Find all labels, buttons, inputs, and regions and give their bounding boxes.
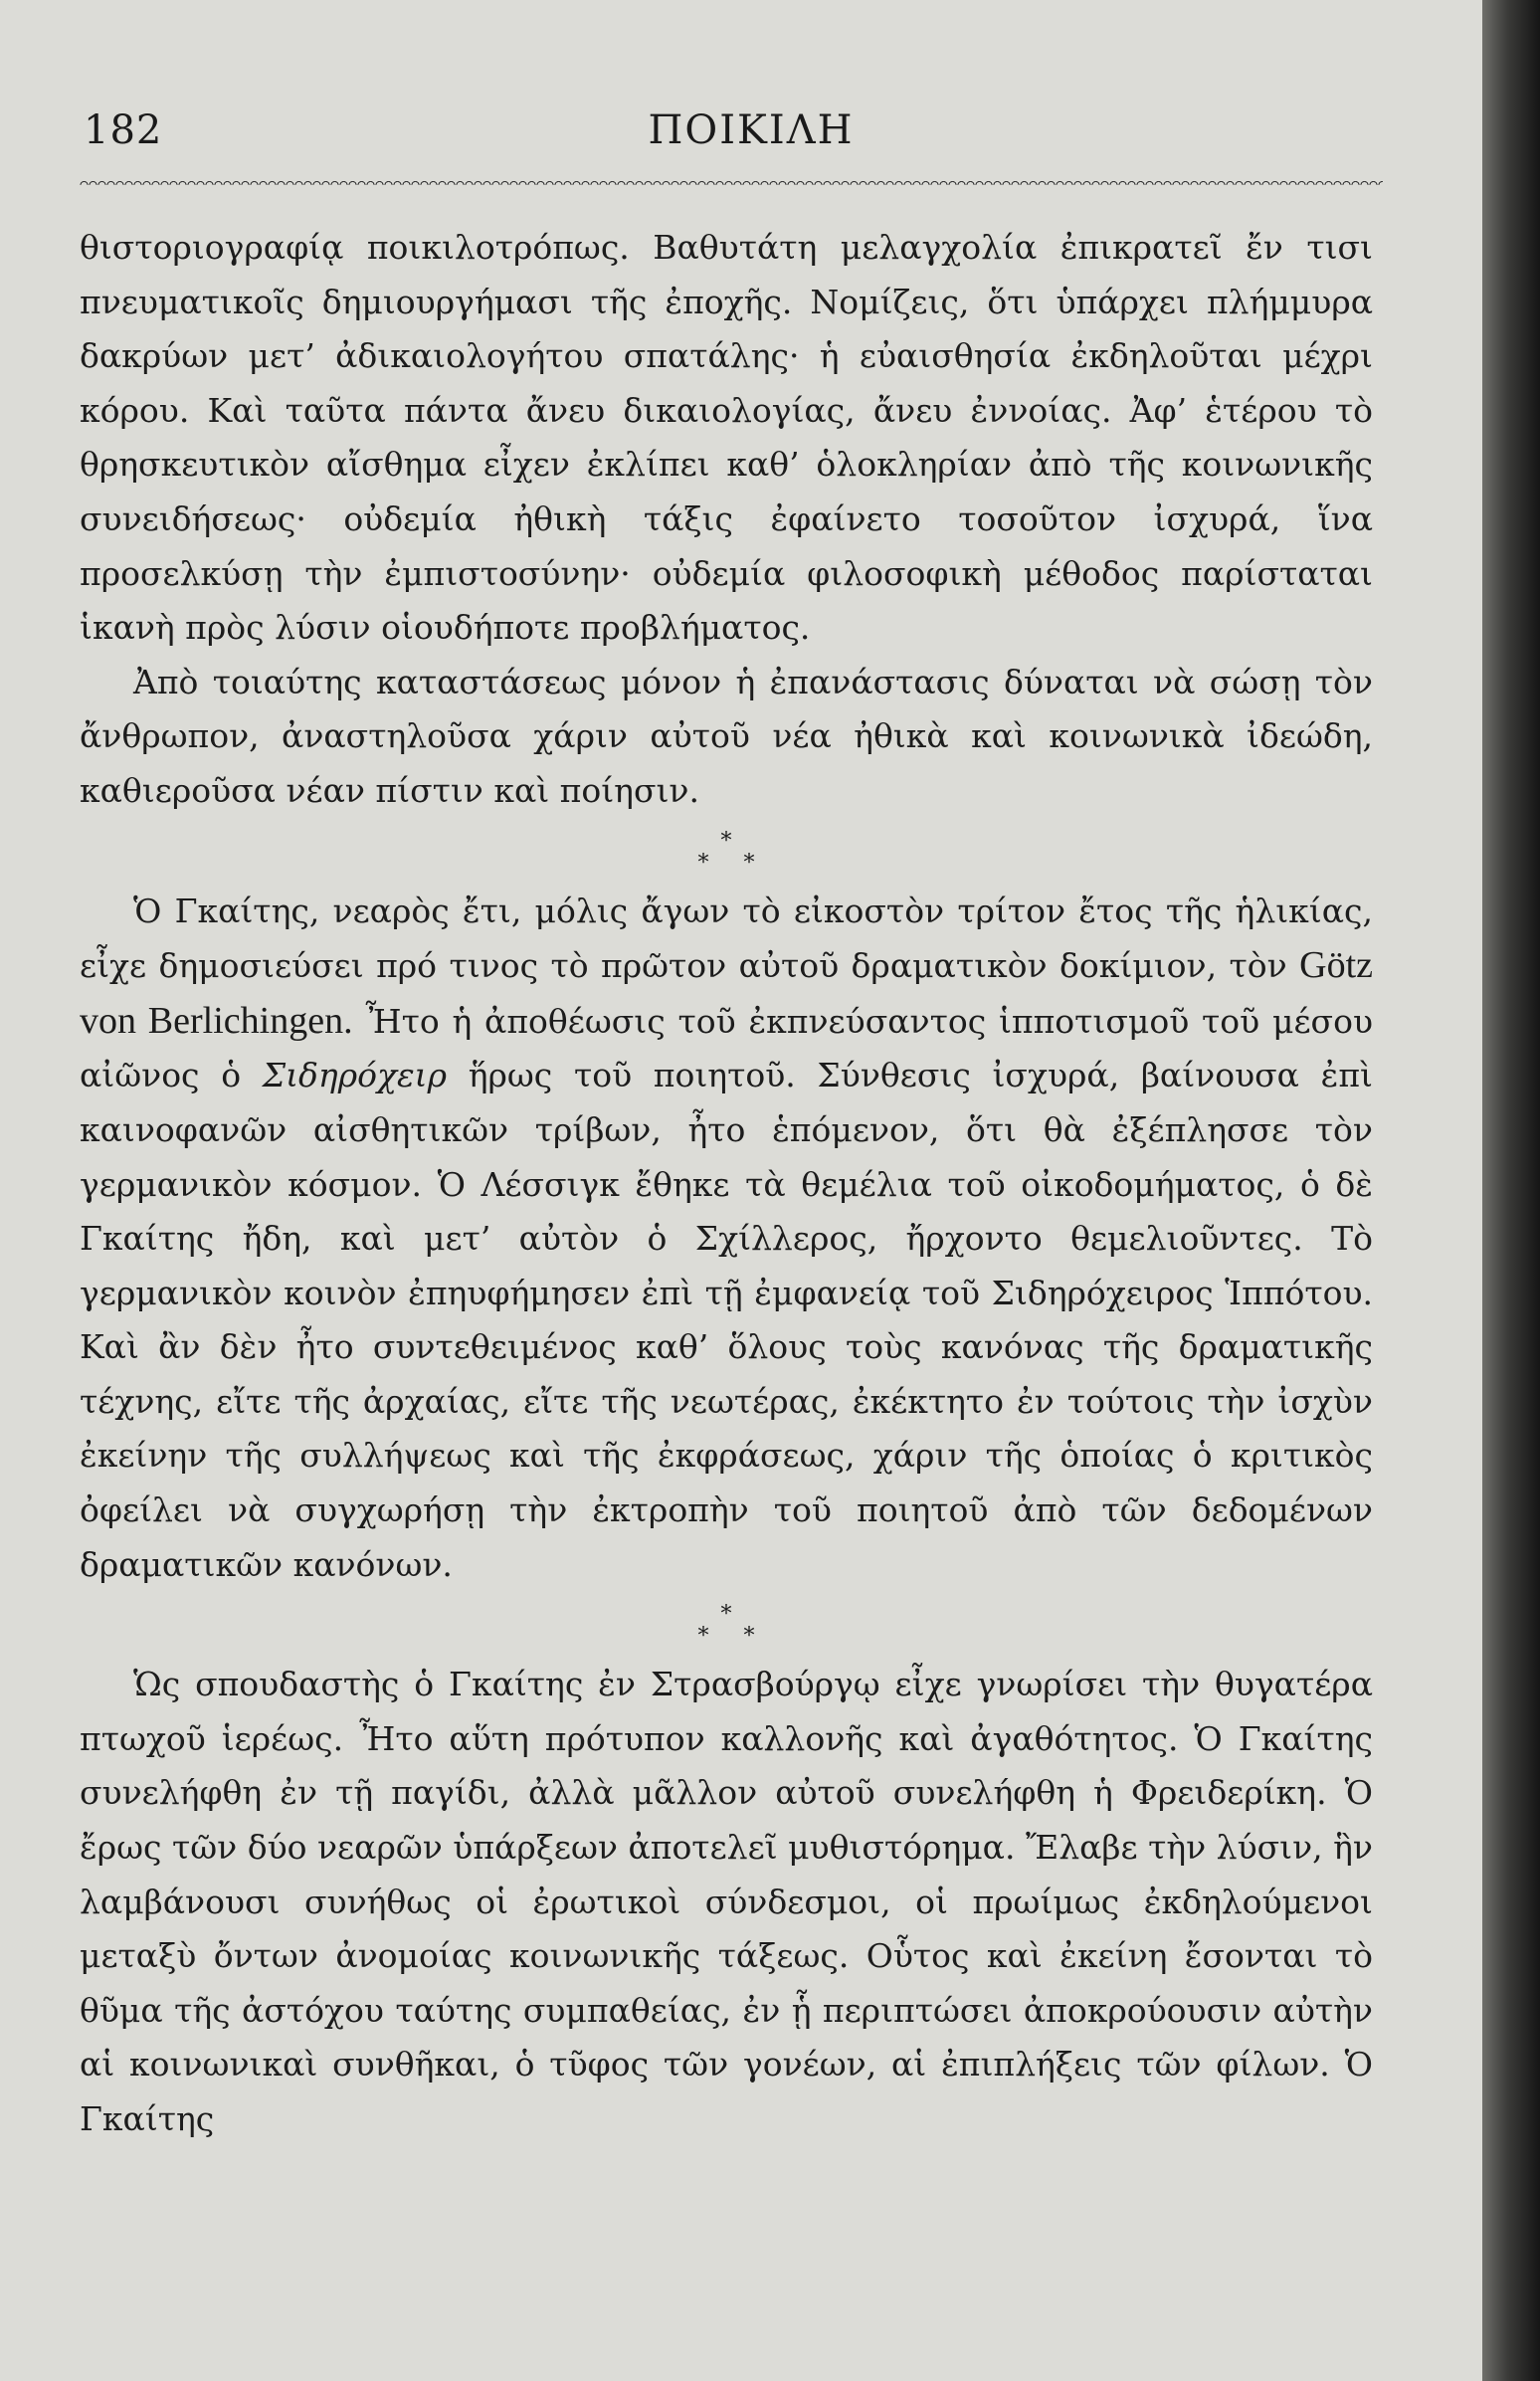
paragraph-3 bbox=[80, 885, 1373, 1593]
paragraph-3-part-b: Ἦτο ἡ ἀποθέωσις τοῦ ἐκπνεύσαντος ἱπποτισμοῦ τοῦ μέσου αἰῶνος ὁ bbox=[80, 1001, 1374, 1095]
work-title-italic: Σιδηρόχειρ bbox=[262, 1056, 448, 1095]
paragraph-2: Ἀπὸ τοιαύτης καταστάσεως μόνον ἡ ἐπανάστασις δύναται νὰ σώσῃ τὸν ἄνθρωπον, ἀναστηλοῦσα χάριν αὐτοῦ νέα ἠθικὰ καὶ κοινωνικὰ ἰδεώδη, καθιεροῦσα νέαν πίστιν καὶ ποίησιν. bbox=[80, 662, 1373, 810]
asterism-separator bbox=[80, 828, 1373, 876]
paragraph-3-part-a: Ὁ Γκαίτης, νεαρὸς ἔτι, μόλις ἄγων τὸ εἰκοστὸν τρίτον ἔτος τῆς ἡλικίας, εἶχε δημοσιεύσει πρό τινος τὸ πρῶτον αὐτοῦ δραματικὸν δοκίμιον, τὸν bbox=[80, 891, 1373, 986]
paragraph-1: θιστοριογραφίᾳ ποικιλοτρόπως. Βαθυτάτη μελαγχολία ἐπικρατεῖ ἔν τισι πνευματικοῖς δημιουργήμασι τῆς ἐποχῆς. Νομίζεις, ὅτι ὑπάρχει πλήμμυρα δακρύων μετ’ ἀδικαιολογήτου σπατάλης· ἡ εὐαισθησία ἐκδηλοῦται μέχρι κόρου. Καὶ ταῦτα πάντα ἄνευ δικαιολογίας, ἄνευ ἐννοίας. Ἀφ’ ἑτέρου τὸ θρησκευτικὸν αἴσθημα εἶχεν ἐκλίπει καθ’ ὁλοκληρίαν ἀπὸ τῆς κοινωνικῆς συνειδήσεως· οὐδεμία ἠθικὴ τάξις ἐφαίνετο τοσοῦτον ἰσχυρά, ἵνα προσελκύσῃ τὴν ἐμπιστοσύνην· οὐδεμία φιλοσοφικὴ μέθοδος παρίσταται ἱκανὴ πρὸς λύσιν οἱουδήποτε προβλήματος. bbox=[80, 228, 1373, 648]
asterism-separator-2 bbox=[80, 1604, 1373, 1648]
header-rule bbox=[80, 177, 1383, 185]
book-gutter-shadow bbox=[1482, 0, 1540, 2381]
asterism-2-top-star: * bbox=[720, 1602, 732, 1628]
asterism-bottom-stars: * * bbox=[697, 850, 769, 876]
asterism-2-bottom-stars: * * bbox=[697, 1624, 769, 1650]
body-text bbox=[80, 221, 1373, 2147]
work-title-latin: Götz von Berlichingen. bbox=[80, 944, 1373, 1042]
page-header bbox=[80, 107, 1423, 167]
running-title: ΠΟΙΚΙΛΗ bbox=[648, 107, 855, 153]
paragraph-4: Ὡς σπουδαστὴς ὁ Γκαίτης ἐν Στρασβούργῳ εἶχε γνωρίσει τὴν θυγατέρα πτωχοῦ ἱερέως. Ἦτο αὕτη πρότυπον καλλονῆς καὶ ἀγαθότητος. Ὁ Γκαίτης συνελήφθη ἐν τῇ παγίδι, ἀλλὰ μᾶλλον αὐτοῦ συνελήφθη ἡ Φρειδερίκη. Ὁ ἔρως τῶν δύο νεαρῶν ὑπάρξεων ἀποτελεῖ μυθιστόρημα. Ἔλαβε τὴν λύσιν, ἣν λαμβάνουσι συνήθως οἱ ἐρωτικοὶ σύνδεσμοι, οἱ πρωίμως ἐκδηλούμενοι μεταξὺ ὄντων ἀνομοίας κοινωνικῆς τάξεως. Οὗτος καὶ ἐκείνη ἔσονται τὸ θῦμα τῆς ἀστόχου ταύτης συμπαθείας, ἐν ᾗ περιπτώσει ἀποκρούουσιν αὐτὴν αἱ κοινωνικαὶ συνθῆκαι, ὁ τῦφος τῶν γονέων, αἱ ἐπιπλήξεις τῶν φίλων. Ὁ Γκαίτης bbox=[80, 1665, 1373, 2138]
asterism-top-star: * bbox=[720, 828, 732, 854]
page-number: 182 bbox=[84, 107, 163, 153]
paragraph-3-part-c: ἥρως τοῦ ποιητοῦ. Σύνθεσις ἰσχυρά, βαίνουσα ἐπὶ καινοφανῶν αἰσθητικῶν τρίβων, ἦτο ἑπόμενον, ὅτι θὰ ἐξέπλησσε τὸν γερμανικὸν κόσμον. Ὁ Λέσσιγκ ἔθηκε τὰ θεμέλια τοῦ οἰκοδομήματος, ὁ δὲ Γκαίτης ἤδη, καὶ μετ’ αὐτὸν ὁ Σχίλλερος, ἤρχοντο θεμελιοῦντες. Τὸ γερμανικὸν κοινὸν ἐπηυφήμησεν ἐπὶ τῇ ἐμφανείᾳ τοῦ Σιδηρόχειρος Ἱππότου. Καὶ ἂν δὲν ἦτο συντεθειμένος καθ’ ὅλους τοὺς κανόνας τῆς δραματικῆς τέχνης, εἴτε τῆς ἀρχαίας, εἴτε τῆς νεωτέρας, ἐκέκτητο ἐν τούτοις τὴν ἰσχὺν ἐκείνην τῆς συλλήψεως καὶ τῆς ἐκφράσεως, χάριν τῆς ὁποίας ὁ κριτικὸς ὀφείλει νὰ συγχωρήσῃ τὴν ἐκτροπὴν τοῦ ποιητοῦ ἀπὸ τῶν δεδομένων δραματικῶν κανόνων. bbox=[80, 1056, 1373, 1584]
